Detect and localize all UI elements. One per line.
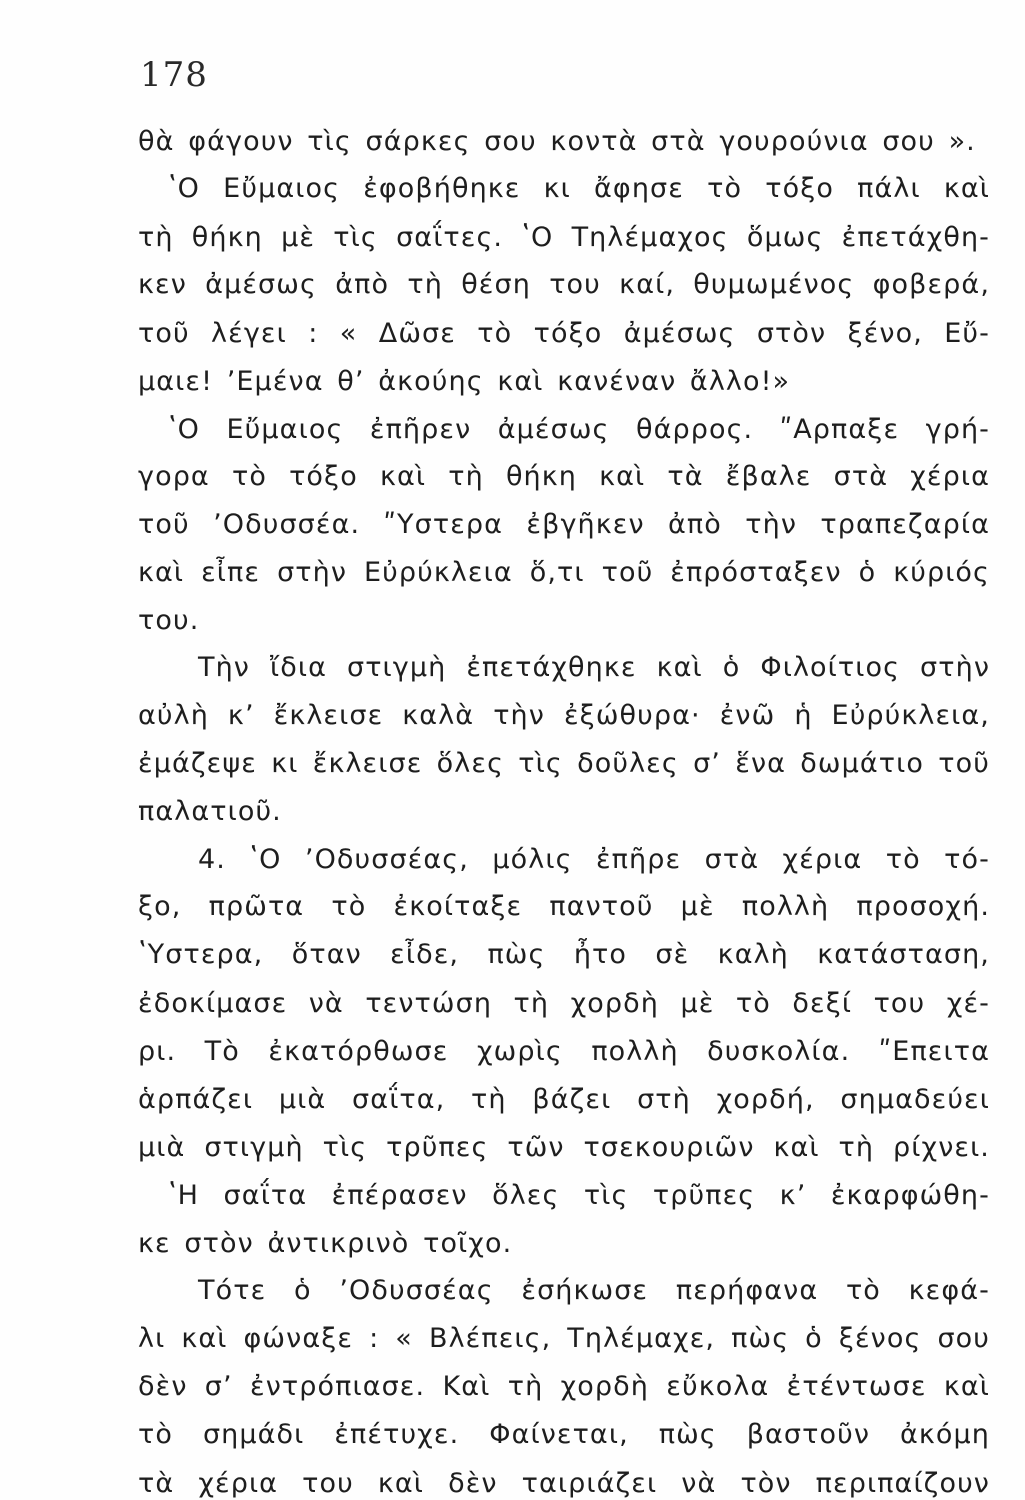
text-line: Τὴν ἴδια στιγμὴ ἐπετάχθηκε καὶ ὁ Φιλοίτιος στὴν bbox=[198, 652, 990, 683]
text-line: τὸ σημάδι ἐπέτυχε. Φαίνεται, πὼς βαστοῦν ἀκόμη bbox=[138, 1419, 990, 1450]
text-line: ξο, πρῶτα τὸ ἐκοίταξε παντοῦ μὲ πολλὴ προσοχή. bbox=[138, 891, 990, 922]
text-line: ρι. Τὸ ἐκατόρθωσε χωρὶς πολλὴ δυσκολία. ʺΕπειτα bbox=[138, 1036, 990, 1067]
text-line: αὐλὴ κʼ ἔκλεισε καλὰ τὴν ἐξώθυρα· ἐνῶ ἡ Εὐρύκλεια, bbox=[138, 700, 990, 731]
text-line: ἁρπάζει μιὰ σαΐτα, τὴ βάζει στὴ χορδή, σημαδεύει bbox=[138, 1084, 990, 1115]
text-line: λι καὶ φώναξε : « Βλέπεις, Τηλέμαχε, πὼς ὁ ξένος σου bbox=[138, 1323, 990, 1354]
text-line: παλατιοῦ. bbox=[138, 796, 282, 827]
text-line: Τότε ὁ ʼΟδυσσέας ἐσήκωσε περήφανα τὸ κεφά- bbox=[198, 1275, 990, 1306]
text-line: του. bbox=[138, 605, 200, 636]
text-line: γορα τὸ τόξο καὶ τὴ θήκη καὶ τὰ ἔβαλε στὰ χέρια bbox=[138, 461, 990, 492]
text-line: κε στὸν ἀντικρινὸ τοῖχο. bbox=[138, 1228, 513, 1259]
text-line: τοῦ λέγει : « Δῶσε τὸ τόξο ἀμέσως στὸν ξένο, Εὔ- bbox=[138, 318, 990, 349]
text-line: ʽΗ σαΐτα ἐπέρασεν ὅλες τὶς τρῦπες κʼ ἐκαρφώθη- bbox=[168, 1180, 990, 1211]
text-line: ʽΥστερα, ὅταν εἶδε, πὼς ἦτο σὲ καλὴ κατάσταση, bbox=[138, 939, 990, 970]
text-line: καὶ εἶπε στὴν Εὐρύκλεια ὅ,τι τοῦ ἐπρόσταξεν ὁ κύριός bbox=[138, 557, 990, 588]
text-line: τοῦ ʼΟδυσσέα. ʺΥστερα ἐβγῆκεν ἀπὸ τὴν τραπεζαρία bbox=[138, 509, 990, 540]
text-line: ʽΟ Εὔμαιος ἐφοβήθηκε κι ἄφησε τὸ τόξο πάλι καὶ bbox=[168, 173, 990, 204]
text-line: μαιε! ʼΕμένα θʼ ἀκούης καὶ κανέναν ἄλλο!» bbox=[138, 366, 791, 397]
text-line: 4. ʽΟ ʼΟδυσσέας, μόλις ἐπῆρε στὰ χέρια τὸ τό- bbox=[198, 844, 990, 875]
text-line: δὲν σʼ ἐντρόπιασε. Καὶ τὴ χορδὴ εὔκολα ἐτέντωσε καὶ bbox=[138, 1371, 990, 1402]
text-line: κεν ἀμέσως ἀπὸ τὴ θέση του καί, θυμωμένος φοβερά, bbox=[138, 269, 990, 300]
text-line: μιὰ στιγμὴ τὶς τρῦπες τῶν τσεκουριῶν καὶ τὴ ρίχνει. bbox=[138, 1132, 990, 1163]
text-line: τὰ χέρια του καὶ δὲν ταιριάζει νὰ τὸν περιπαίζουν bbox=[138, 1468, 990, 1499]
text-line: ἐμάζεψε κι ἔκλεισε ὅλες τὶς δοῦλες σʼ ἕνα δωμάτιο τοῦ bbox=[138, 748, 990, 779]
text-line: ἐδοκίμασε νὰ τεντώση τὴ χορδὴ μὲ τὸ δεξί του χέ- bbox=[138, 988, 990, 1019]
page-number: 178 bbox=[140, 55, 208, 95]
text-line: θὰ φάγουν τὶς σάρκες σου κοντὰ στὰ γουρούνια σου ». bbox=[138, 126, 976, 157]
text-line: ʽΟ Εὔμαιος ἐπῆρεν ἀμέσως θάρρος. ʺΑρπαξε γρή- bbox=[168, 414, 990, 445]
text-line: τὴ θήκη μὲ τὶς σαΐτες. ʽΟ Τηλέμαχος ὅμως ἐπετάχθη- bbox=[138, 222, 990, 253]
